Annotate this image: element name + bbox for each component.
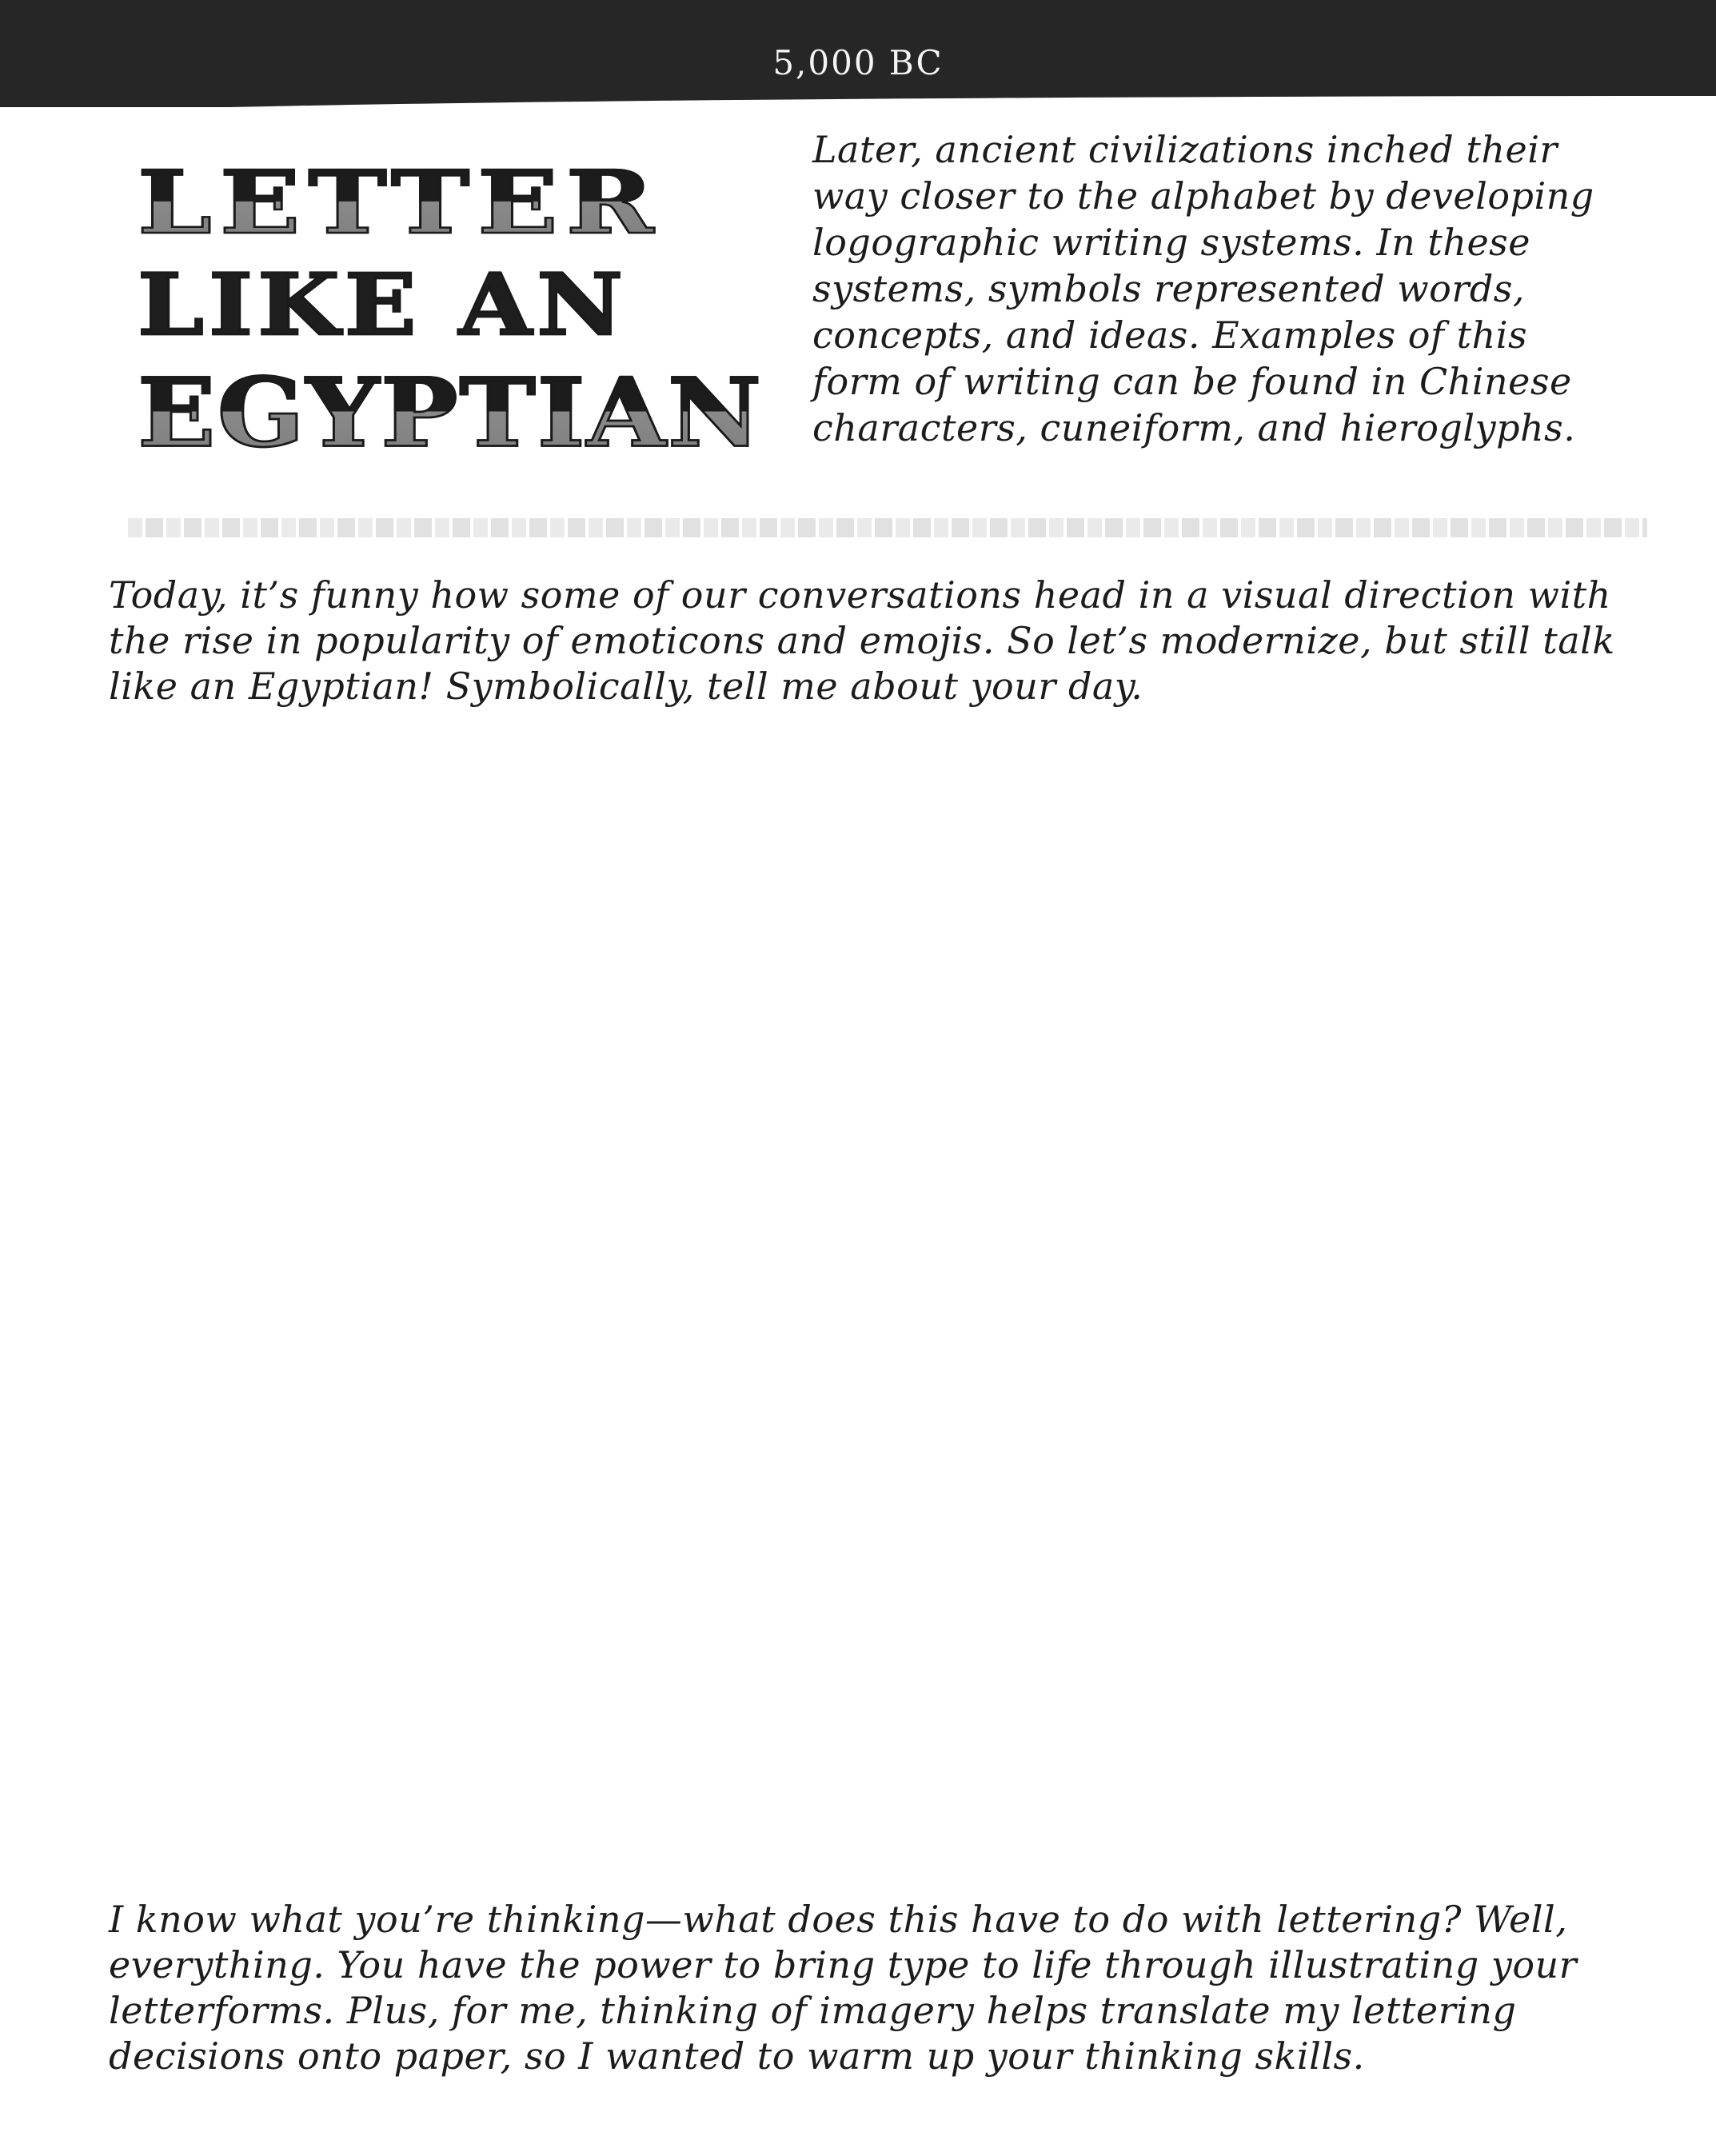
era-label: 5,000 BC bbox=[772, 43, 944, 82]
decorative-divider bbox=[128, 518, 1647, 537]
title-line-3: EGYPTIAN bbox=[138, 357, 763, 469]
intro-paragraph: Later, ancient civilizations inched their way closer to the alphabet by developing logographic writing systems. In these systems, symbols represented words, concepts, and ideas. Examples of this form of writing can be found in Chinese characters, cuneiform, and hieroglyphs. bbox=[812, 128, 1594, 449]
page-title bbox=[138, 152, 777, 480]
title-line-1: LETTER bbox=[138, 152, 662, 254]
closing-paragraph: I know what you’re thinking—what does this have to do with lettering? Well, everything. You have the power to bring type to life through illustrating your letterforms. Plus, for me, thinking of imagery helps translate my lettering decisions onto paper, so I wanted to warm up your thinking skills. bbox=[109, 1898, 1578, 2078]
drawing-space bbox=[109, 736, 1644, 1855]
prompt-paragraph: Today, it’s funny how some of our conversations head in a visual direction with the rise in popularity of emoticons and emojis. So let’s modernize, but still talk like an Egyptian! Symbolically, tell me about your day. bbox=[109, 573, 1615, 708]
title-line-2: LIKE AN bbox=[138, 254, 629, 355]
